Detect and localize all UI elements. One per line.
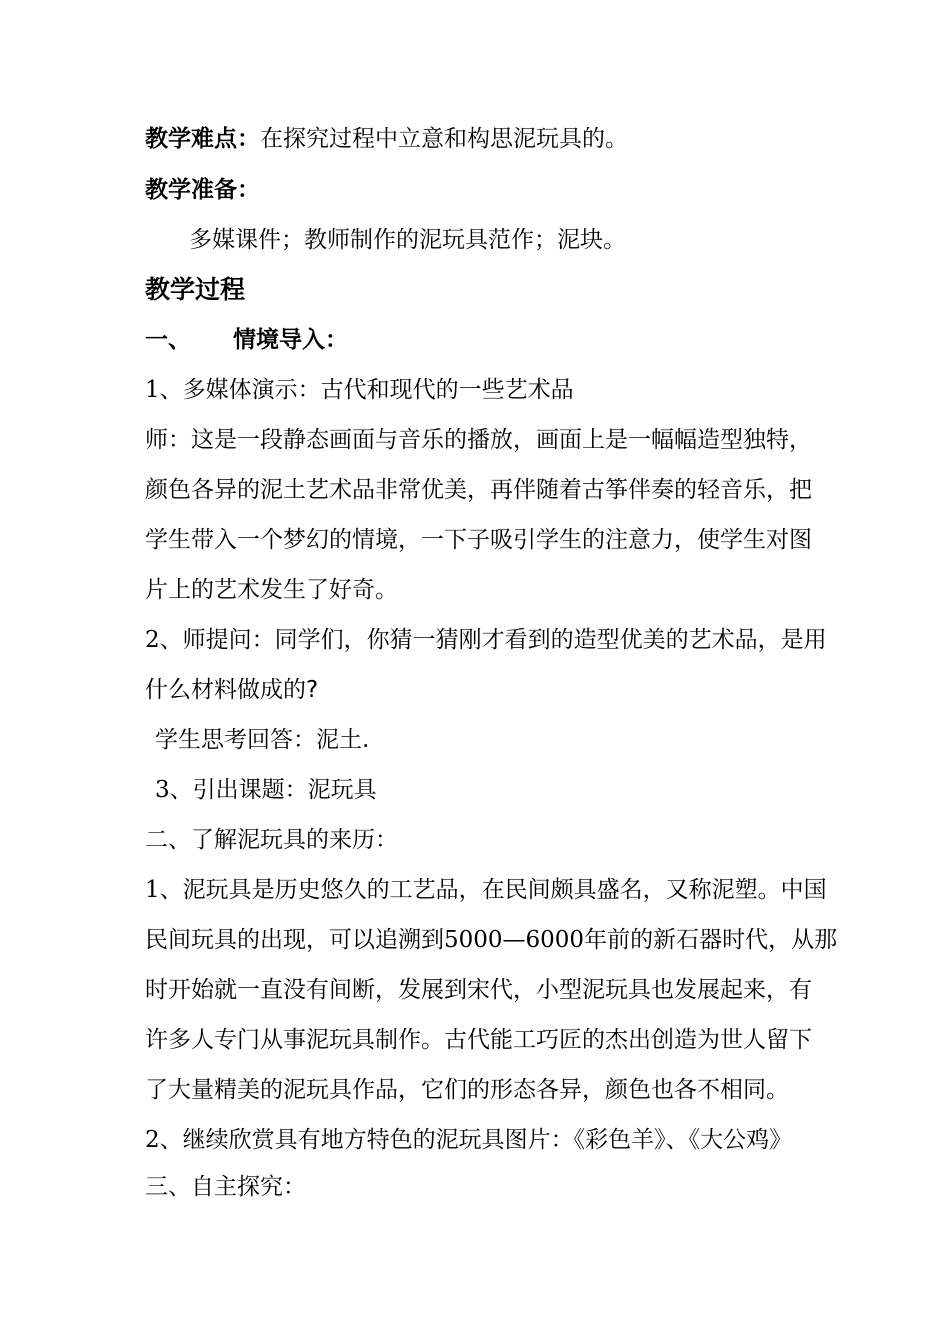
section1-item1 xyxy=(145,375,574,405)
difficulty-text: 在探究过程中立意和构思泥玩具的。 xyxy=(260,126,628,152)
section1-heading xyxy=(145,325,348,355)
section2-item1-line4: 许多人专门从事泥玩具制作。古代能工巧匠的杰出创造为世人留下 xyxy=(145,1027,812,1053)
section2-item1-line5: 了大量精美的泥玩具作品，它们的形态各异，颜色也各不相同。 xyxy=(145,1077,789,1103)
difficulty-line xyxy=(145,124,628,154)
item-text: 、多媒体演示：古代和现代的一些艺术品 xyxy=(159,377,574,403)
preparation-label: 教学准备： xyxy=(145,177,260,203)
section1-item3 xyxy=(155,775,377,805)
section2-item2 xyxy=(145,1125,792,1155)
line-pre: 民间玩具的出现，可以追溯到 xyxy=(145,927,444,953)
preparation-text: 多媒课件；教师制作的泥玩具范作；泥块。 xyxy=(189,227,626,253)
section2-heading: 二、了解泥玩具的来历： xyxy=(145,827,398,853)
section1-item2-line2: 什么材料做成的? xyxy=(145,677,319,703)
item-text: 、继续欣赏具有地方特色的泥玩具图片：《彩色羊》、《大公鸡》 xyxy=(159,1127,793,1153)
teacher-paragraph-line: 颜色各异的泥土艺术品非常优美，再伴随着古筝伴奏的轻音乐，把 xyxy=(145,477,812,503)
teacher-paragraph-line: 片上的艺术发生了好奇。 xyxy=(145,577,398,603)
section3-heading: 三、自主探究： xyxy=(145,1174,306,1200)
item-number: 1 xyxy=(145,377,160,403)
line-post: 年前的新石器时代，从那 xyxy=(584,927,838,953)
item-text: 、泥玩具是历史悠久的工艺品，在民间颇具盛名，又称泥塑。中国 xyxy=(159,877,827,903)
item-number: 3 xyxy=(155,777,170,803)
section1-num: 一、 xyxy=(145,327,191,353)
section2-item1-line3: 时开始就一直没有间断，发展到宋代，小型泥玩具也发展起来，有 xyxy=(145,977,812,1003)
item-number: 2 xyxy=(145,1127,160,1153)
teacher-paragraph-line: 学生带入一个梦幻的情境，一下子吸引学生的注意力，使学生对图 xyxy=(145,527,812,553)
difficulty-label: 教学难点： xyxy=(145,126,260,152)
section2-item1-line2 xyxy=(145,925,837,955)
teacher-paragraph-line: 师：这是一段静态画面与音乐的播放，画面上是一幅幅造型独特， xyxy=(145,427,812,453)
item-number: 1 xyxy=(145,877,160,903)
section2-item1 xyxy=(145,875,827,905)
item-number: 2 xyxy=(145,627,160,653)
years-range: 5000—6000 xyxy=(444,927,585,953)
item-text: 、引出课题：泥玩具 xyxy=(169,777,377,803)
section1-title: 情境导入： xyxy=(233,327,348,353)
item-text: 、师提问：同学们，你猜一猜刚才看到的造型优美的艺术品，是用 xyxy=(159,627,827,653)
section1-item2 xyxy=(145,625,827,655)
student-answer: 学生思考回答：泥土. xyxy=(155,727,370,753)
process-title: 教学过程 xyxy=(145,275,246,304)
